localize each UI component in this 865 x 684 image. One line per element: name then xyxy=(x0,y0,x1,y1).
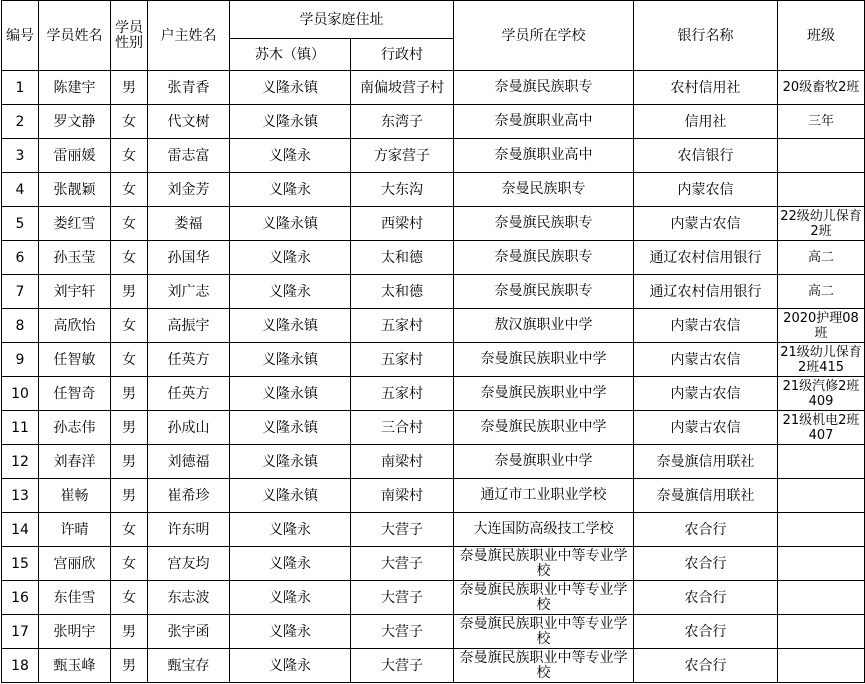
cell-village: 大营子 xyxy=(351,615,454,649)
cell-school: 奈曼旗职业高中 xyxy=(454,139,634,173)
cell-village: 南梁村 xyxy=(351,479,454,513)
table-row xyxy=(2,207,865,241)
cell-householder: 张宇函 xyxy=(148,615,230,649)
cell-name: 张靓颖 xyxy=(39,173,111,207)
cell-bank: 通辽农村信用银行 xyxy=(634,241,778,275)
cell-gender: 女 xyxy=(111,343,148,377)
cell-name: 许晴 xyxy=(39,513,111,547)
cell-school: 通辽市工业职业学校 xyxy=(454,479,634,513)
cell-householder: 代文树 xyxy=(148,105,230,139)
cell-school: 奈曼旗民族职业中等专业学校 xyxy=(454,547,634,581)
cell-name: 东佳雪 xyxy=(39,581,111,615)
cell-no: 1 xyxy=(2,71,39,105)
cell-village: 五家村 xyxy=(351,343,454,377)
cell-school: 奈曼旗民族职业中等专业学校 xyxy=(454,581,634,615)
cell-town: 义隆永 xyxy=(230,649,351,683)
cell-gender: 女 xyxy=(111,139,148,173)
cell-no: 11 xyxy=(2,411,39,445)
cell-name: 刘宇轩 xyxy=(39,275,111,309)
header-class: 班级 xyxy=(778,1,865,71)
cell-name: 娄红雪 xyxy=(39,207,111,241)
cell-bank: 内蒙古农信 xyxy=(634,309,778,343)
header-householder: 户主姓名 xyxy=(148,1,230,71)
cell-school: 奈曼旗民族职专 xyxy=(454,275,634,309)
cell-gender: 男 xyxy=(111,71,148,105)
table-row xyxy=(2,71,865,105)
cell-bank: 奈曼旗信用联社 xyxy=(634,445,778,479)
cell-village: 大营子 xyxy=(351,581,454,615)
cell-town: 义隆永 xyxy=(230,547,351,581)
cell-class: 20级畜牧2班 xyxy=(778,71,865,105)
cell-town: 义隆永镇 xyxy=(230,343,351,377)
cell-village: 太和德 xyxy=(351,241,454,275)
cell-class xyxy=(778,513,865,547)
table-row xyxy=(2,173,865,207)
table-row xyxy=(2,105,865,139)
cell-householder: 孙国华 xyxy=(148,241,230,275)
header-address: 学员家庭住址 xyxy=(230,1,454,39)
cell-town: 义隆永 xyxy=(230,581,351,615)
cell-class xyxy=(778,173,865,207)
table-row xyxy=(2,513,865,547)
cell-no: 10 xyxy=(2,377,39,411)
cell-school: 大连国防高级技工学校 xyxy=(454,513,634,547)
cell-name: 高欣怡 xyxy=(39,309,111,343)
cell-gender: 女 xyxy=(111,513,148,547)
cell-gender: 女 xyxy=(111,581,148,615)
cell-town: 义隆永 xyxy=(230,275,351,309)
cell-name: 陈建宇 xyxy=(39,71,111,105)
cell-gender: 女 xyxy=(111,241,148,275)
header-no: 编号 xyxy=(2,1,39,71)
table-row xyxy=(2,309,865,343)
header-school: 学员所在学校 xyxy=(454,1,634,71)
cell-name: 孙志伟 xyxy=(39,411,111,445)
cell-bank: 奈曼旗信用联社 xyxy=(634,479,778,513)
cell-householder: 孙成山 xyxy=(148,411,230,445)
cell-name: 宫丽欣 xyxy=(39,547,111,581)
cell-no: 2 xyxy=(2,105,39,139)
cell-no: 3 xyxy=(2,139,39,173)
cell-gender: 男 xyxy=(111,479,148,513)
cell-school: 奈曼旗民族职专 xyxy=(454,241,634,275)
cell-town: 义隆永 xyxy=(230,173,351,207)
cell-no: 12 xyxy=(2,445,39,479)
cell-village: 太和德 xyxy=(351,275,454,309)
cell-householder: 娄福 xyxy=(148,207,230,241)
cell-householder: 高振宇 xyxy=(148,309,230,343)
cell-name: 崔畅 xyxy=(39,479,111,513)
cell-householder: 刘德福 xyxy=(148,445,230,479)
cell-town: 义隆永 xyxy=(230,139,351,173)
table-row xyxy=(2,275,865,309)
cell-village: 南偏坡营子村 xyxy=(351,71,454,105)
cell-name: 孙玉莹 xyxy=(39,241,111,275)
cell-class: 三年 xyxy=(778,105,865,139)
cell-no: 14 xyxy=(2,513,39,547)
cell-gender: 男 xyxy=(111,445,148,479)
cell-class xyxy=(778,479,865,513)
cell-gender: 女 xyxy=(111,309,148,343)
table-row xyxy=(2,581,865,615)
cell-bank: 农合行 xyxy=(634,581,778,615)
cell-town: 义隆永 xyxy=(230,513,351,547)
cell-class xyxy=(778,547,865,581)
cell-bank: 农信银行 xyxy=(634,139,778,173)
cell-class: 21级机电2班407 xyxy=(778,411,865,445)
cell-class xyxy=(778,649,865,683)
cell-no: 7 xyxy=(2,275,39,309)
cell-no: 8 xyxy=(2,309,39,343)
cell-village: 五家村 xyxy=(351,377,454,411)
cell-village: 大营子 xyxy=(351,649,454,683)
cell-gender: 女 xyxy=(111,173,148,207)
cell-class: 高二 xyxy=(778,241,865,275)
cell-town: 义隆永 xyxy=(230,615,351,649)
cell-town: 义隆永镇 xyxy=(230,445,351,479)
table-row xyxy=(2,649,865,683)
table-row xyxy=(2,139,865,173)
cell-village: 大营子 xyxy=(351,513,454,547)
cell-no: 4 xyxy=(2,173,39,207)
cell-bank: 内蒙古农信 xyxy=(634,343,778,377)
cell-town: 义隆永 xyxy=(230,241,351,275)
cell-bank: 内蒙农信 xyxy=(634,173,778,207)
cell-bank: 通辽农村信用银行 xyxy=(634,275,778,309)
cell-gender: 男 xyxy=(111,275,148,309)
cell-town: 义隆永镇 xyxy=(230,309,351,343)
cell-village: 三合村 xyxy=(351,411,454,445)
table-row xyxy=(2,377,865,411)
cell-village: 大东沟 xyxy=(351,173,454,207)
cell-gender: 女 xyxy=(111,547,148,581)
cell-school: 奈曼旗民族职专 xyxy=(454,207,634,241)
header-name: 学员姓名 xyxy=(39,1,111,71)
student-aid-table xyxy=(1,0,865,683)
cell-bank: 农合行 xyxy=(634,513,778,547)
cell-householder: 张青香 xyxy=(148,71,230,105)
cell-householder: 刘金芳 xyxy=(148,173,230,207)
cell-class xyxy=(778,139,865,173)
cell-bank: 内蒙古农信 xyxy=(634,377,778,411)
cell-village: 西梁村 xyxy=(351,207,454,241)
cell-name: 罗文静 xyxy=(39,105,111,139)
cell-no: 13 xyxy=(2,479,39,513)
cell-school: 奈曼旗民族职专 xyxy=(454,71,634,105)
cell-bank: 农村信用社 xyxy=(634,71,778,105)
cell-householder: 许东明 xyxy=(148,513,230,547)
cell-school: 奈曼旗民族职业中等专业学校 xyxy=(454,649,634,683)
header-town: 苏木（镇） xyxy=(230,39,351,71)
cell-village: 方家营子 xyxy=(351,139,454,173)
cell-householder: 任英方 xyxy=(148,377,230,411)
cell-school: 奈曼旗民族职业中学 xyxy=(454,411,634,445)
cell-bank: 农合行 xyxy=(634,547,778,581)
table-row xyxy=(2,615,865,649)
cell-gender: 男 xyxy=(111,411,148,445)
cell-town: 义隆永镇 xyxy=(230,207,351,241)
cell-school: 奈曼旗民族职业中等专业学校 xyxy=(454,615,634,649)
cell-no: 17 xyxy=(2,615,39,649)
cell-class xyxy=(778,615,865,649)
table-row xyxy=(2,445,865,479)
cell-village: 五家村 xyxy=(351,309,454,343)
cell-village: 大营子 xyxy=(351,547,454,581)
cell-bank: 信用社 xyxy=(634,105,778,139)
cell-no: 9 xyxy=(2,343,39,377)
cell-school: 奈曼旗民族职业中学 xyxy=(454,377,634,411)
header-row xyxy=(2,1,865,39)
cell-householder: 任英方 xyxy=(148,343,230,377)
table-row xyxy=(2,479,865,513)
cell-no: 15 xyxy=(2,547,39,581)
header-bank: 银行名称 xyxy=(634,1,778,71)
table-row xyxy=(2,241,865,275)
cell-householder: 宫友均 xyxy=(148,547,230,581)
cell-householder: 雷志富 xyxy=(148,139,230,173)
cell-town: 义隆永镇 xyxy=(230,377,351,411)
cell-school: 奈曼旗职业高中 xyxy=(454,105,634,139)
table-row xyxy=(2,343,865,377)
cell-class: 2020护理08班 xyxy=(778,309,865,343)
cell-village: 东湾子 xyxy=(351,105,454,139)
header-village: 行政村 xyxy=(351,39,454,71)
cell-school: 奈曼旗职业中学 xyxy=(454,445,634,479)
cell-no: 6 xyxy=(2,241,39,275)
cell-bank: 内蒙古农信 xyxy=(634,207,778,241)
cell-bank: 农合行 xyxy=(634,649,778,683)
cell-town: 义隆永镇 xyxy=(230,105,351,139)
cell-no: 16 xyxy=(2,581,39,615)
cell-name: 甄玉峰 xyxy=(39,649,111,683)
cell-name: 刘春洋 xyxy=(39,445,111,479)
cell-school: 奈曼民族职专 xyxy=(454,173,634,207)
cell-class: 高二 xyxy=(778,275,865,309)
cell-class: 21级汽修2班409 xyxy=(778,377,865,411)
cell-gender: 男 xyxy=(111,377,148,411)
cell-school: 敖汉旗职业中学 xyxy=(454,309,634,343)
cell-householder: 东志波 xyxy=(148,581,230,615)
cell-school: 奈曼旗民族职业中学 xyxy=(454,343,634,377)
cell-town: 义隆永镇 xyxy=(230,479,351,513)
cell-gender: 女 xyxy=(111,105,148,139)
cell-no: 5 xyxy=(2,207,39,241)
cell-gender: 女 xyxy=(111,207,148,241)
cell-name: 雷丽媛 xyxy=(39,139,111,173)
cell-bank: 内蒙古农信 xyxy=(634,411,778,445)
cell-gender: 男 xyxy=(111,649,148,683)
cell-gender: 男 xyxy=(111,615,148,649)
cell-name: 任智敏 xyxy=(39,343,111,377)
cell-village: 南梁村 xyxy=(351,445,454,479)
cell-name: 任智奇 xyxy=(39,377,111,411)
cell-class xyxy=(778,445,865,479)
cell-bank: 农合行 xyxy=(634,615,778,649)
header-gender: 学员性别 xyxy=(111,1,148,71)
cell-class xyxy=(778,581,865,615)
table-row xyxy=(2,547,865,581)
table-row xyxy=(2,411,865,445)
cell-class: 22级幼儿保育2班 xyxy=(778,207,865,241)
cell-householder: 崔希珍 xyxy=(148,479,230,513)
cell-householder: 刘广志 xyxy=(148,275,230,309)
cell-class: 21级幼儿保育2班415 xyxy=(778,343,865,377)
cell-town: 义隆永镇 xyxy=(230,71,351,105)
cell-householder: 甄宝存 xyxy=(148,649,230,683)
cell-name: 张明宇 xyxy=(39,615,111,649)
cell-town: 义隆永镇 xyxy=(230,411,351,445)
cell-no: 18 xyxy=(2,649,39,683)
